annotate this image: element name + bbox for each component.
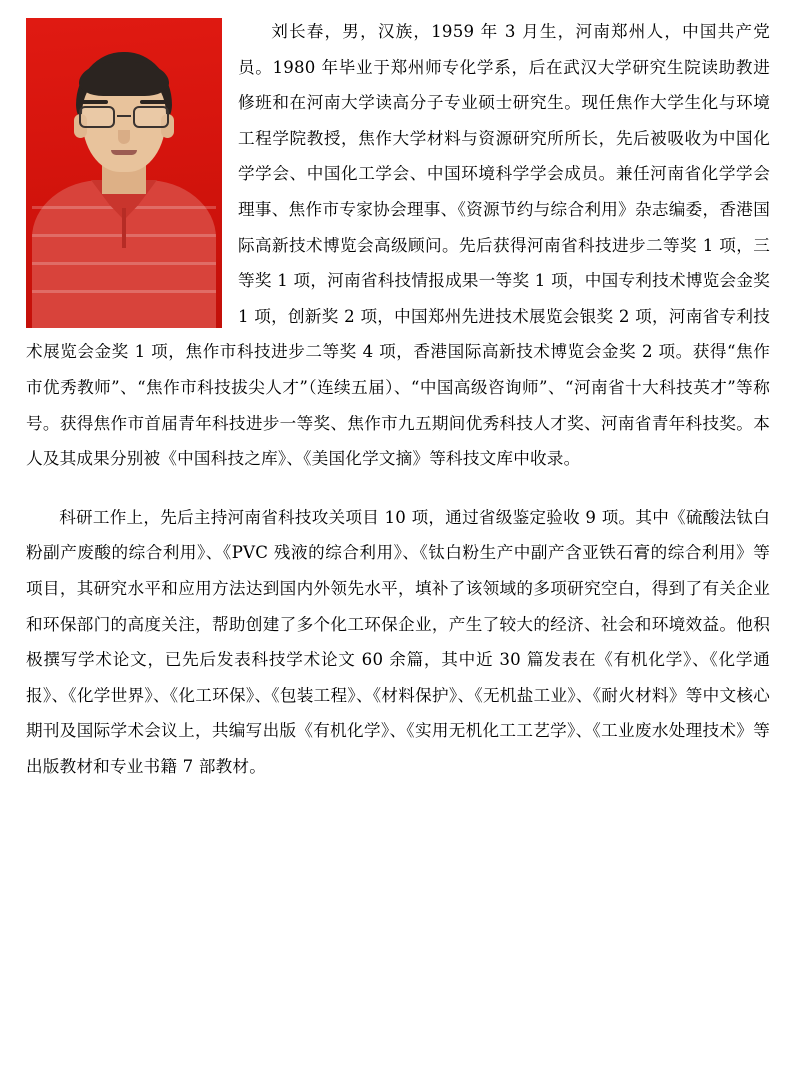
portrait-nose [118, 130, 130, 144]
portrait-photo [26, 18, 222, 328]
portrait-mouth [111, 150, 137, 155]
portrait-brow-right [140, 100, 168, 104]
portrait-body [32, 180, 216, 328]
glasses-icon [77, 106, 171, 128]
shirt-stripe [32, 262, 216, 265]
glasses-bridge [117, 115, 131, 117]
paragraph-2: 科研工作上，先后主持河南省科技攻关项目 10 项，通过省级鉴定验收 9 项。其中《硫酸法钛白粉副产废酸的综合利用》、《PVC 残液的综合利用》、《钛白粉生产中副产含亚铁石膏的综合利用》等项目，其研究水平和应用方法达到国内外领先水平，填补了该领域的多项研究空白，得到了有关企业和环保部门的高度关注，帮助创建了多个化工环保企业，产生了较大的经济、社会和环境效益。他积极撰写学术论文，已先后发表科技学术论文 60 余篇，其中近 30 篇发表在《有机化学》、《化学通报》、《化学世界》、《化工环保》、《包装工程》、《材料保护》、《无机盐工业》、《耐火材料》等中文核心期刊及国际学术会议上，共编写出版《有机化学》、《实用无机化工工艺学》、《工业废水处理技术》等出版教材和专业书籍 7 部教材。 [26, 507, 770, 776]
shirt-stripe [32, 290, 216, 293]
paragraph-1: 刘长春，男，汉族，1959 年 3 月生，河南郑州人，中国共产党员。1980 年毕业于郑州师专化学系，后在武汉大学研究生院读助教进修班和在河南大学读高分子专业硕士研究生。现任焦作大学生化与环境工程学院教授，焦作大学材料与资源研究所所长，先后被吸收为中国化学学会、中国化工学会、中国环境科学学会成员。兼任河南省化学学会理事、焦作市专家协会理事、《资源节约与综合利用》杂志编委，香港国际高新技术博览会高级顾问。先后获得河南省科技进步二等奖 1 项，三等奖 1 项，河南省科技情报成果一等奖 1 项，中国专利技术博览会金奖 1 项，创新奖 2 项，中国郑州先进技术展览会银奖 2 项，河南省专利技术展览会金奖 1 项，焦作市科技进步二等奖 4 项，香港国际高新技术博览会金奖 2 项。获得“焦作市优秀教师”、“焦作市科技拔尖人才”（连续五届）、“中国高级咨询师”、“河南省十大科技英才”等称号。获得焦作市首届青年科技进步一等奖、焦作市九五期间优秀科技人才奖、河南省青年科技奖。本人及其成果分别被《中国科技之库》、《美国化学文摘》等科技文库中收录。 [26, 22, 770, 469]
portrait-fringe [79, 62, 169, 96]
shirt-placket [122, 208, 126, 248]
glasses-lens-right [133, 106, 169, 128]
portrait-brow-left [80, 100, 108, 104]
glasses-lens-left [79, 106, 115, 128]
